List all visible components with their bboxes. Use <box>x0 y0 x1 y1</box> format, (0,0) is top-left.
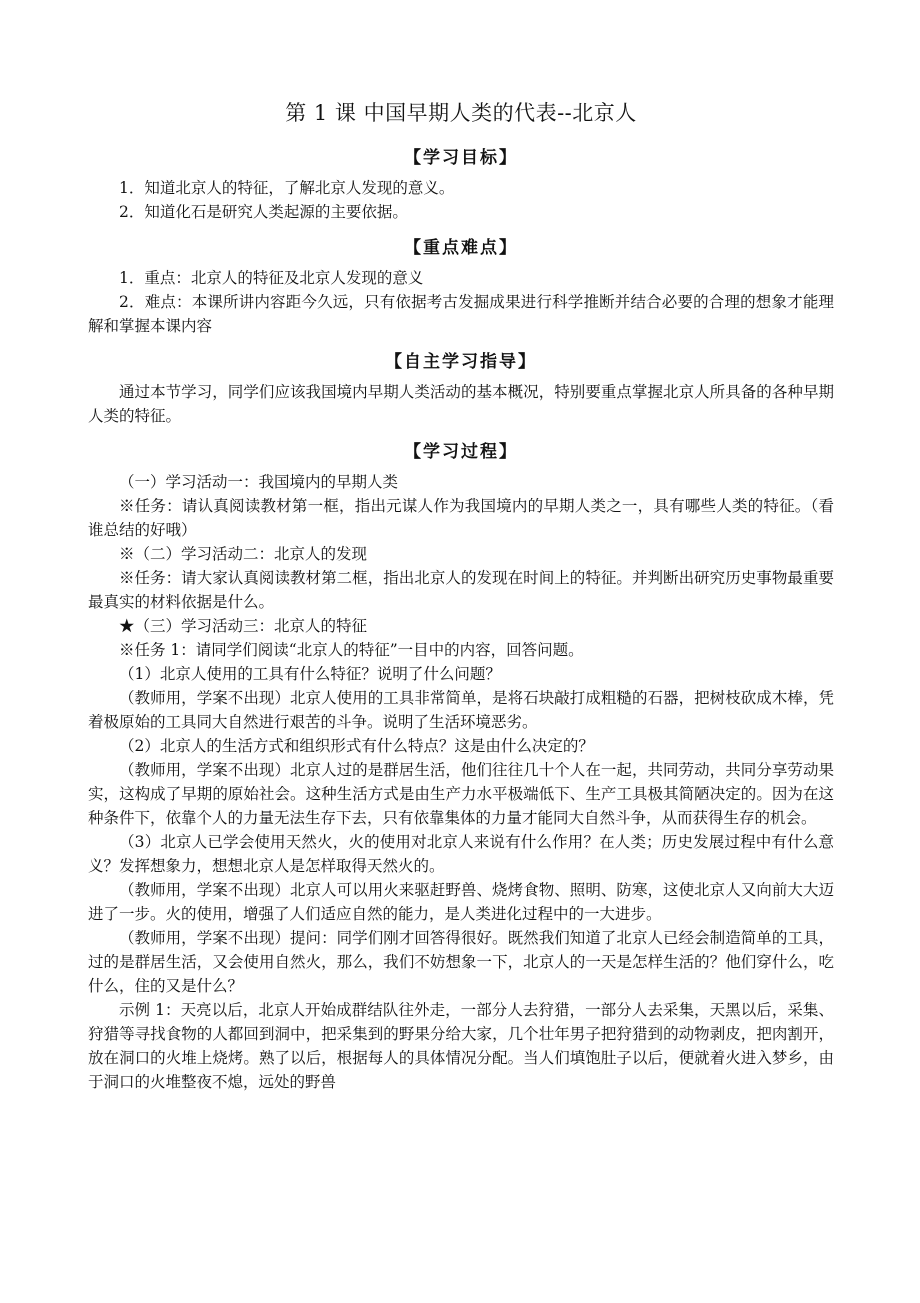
paragraph: （教师用，学案不出现）北京人可以用火来驱赶野兽、烧烤食物、照明、防寒，这使北京人又向前大大迈进了一步。火的使用，增强了人们适应自然的能力，是人类进化过程中的一大进步。 <box>88 881 834 923</box>
paragraph: 1．重点：北京人的特征及北京人发现的意义 <box>119 269 424 287</box>
paragraph: 2．难点：本课所讲内容距今久远，只有依据考古发掘成果进行科学推断并结合必要的合理的想象才能理解和掌握本课内容 <box>88 293 834 335</box>
paragraph: ※任务 1：请同学们阅读“北京人的特征”一目中的内容，回答问题。 <box>119 641 584 659</box>
paragraph: （教师用，学案不出现）北京人过的是群居生活，他们往往几十个人在一起，共同劳动，共同分享劳动果实，这构成了早期的原始社会。这种生活方式是由生产力水平极端低下、生产工具极其简陋决定的。因为在这种条件下，依靠个人的力量无法生存下去，只有依靠集体的力量才能同大自然斗争，从而获得生存的机会。 <box>88 761 834 827</box>
paragraph: （教师用，学案不出现）北京人使用的工具非常简单，是将石块敲打成粗糙的石器，把树枝砍成木棒，凭着极原始的工具同大自然进行艰苦的斗争。说明了生活环境恶劣。 <box>88 689 834 731</box>
section-heading-goals: 【学习目标】 <box>404 148 518 168</box>
lesson-title: 第 1 课 中国早期人类的代表--北京人 <box>285 101 637 125</box>
paragraph: 1．知道北京人的特征，了解北京人发现的意义。 <box>119 179 455 197</box>
paragraph: ※任务：请大家认真阅读教材第二框，指出北京人的发现在时间上的特征。并判断出研究历史事物最重要最真实的材料依据是什么。 <box>88 569 834 611</box>
paragraph: ※（二）学习活动二：北京人的发现 <box>119 545 368 563</box>
paragraph: （1）北京人使用的工具有什么特征？说明了什么问题？ <box>119 665 501 683</box>
section-heading-key-points: 【重点难点】 <box>404 238 518 258</box>
section-heading-process: 【学习过程】 <box>404 442 518 462</box>
paragraph: 通过本节学习，同学们应该我国境内早期人类活动的基本概况，特别要重点掌握北京人所具备的各种早期人类的特征。 <box>88 383 834 425</box>
paragraph: （教师用，学案不出现）提问：同学们刚才回答得很好。既然我们知道了北京人已经会制造简单的工具，过的是群居生活，又会使用自然火，那么，我们不妨想象一下，北京人的一天是怎样生活的？他们穿什么，吃什么，住的又是什么？ <box>88 929 834 995</box>
paragraph: （2）北京人的生活方式和组织形式有什么特点？这是由什么决定的？ <box>119 737 594 755</box>
paragraph: 示例 1：天亮以后，北京人开始成群结队往外走，一部分人去狩猎，一部分人去采集，天黑以后，采集、狩猎等寻找食物的人都回到洞中，把采集到的野果分给大家，几个壮年男子把狩猎到的动物剥皮，把肉割开，放在洞口的火堆上烧烤。熟了以后，根据每人的具体情况分配。当人们填饱肚子以后，便就着火进入梦乡，由于洞口的火堆整夜不熄，远处的野兽 <box>88 1001 834 1091</box>
paragraph: （一）学习活动一：我国境内的早期人类 <box>119 473 399 491</box>
paragraph: （3）北京人已学会使用天然火，火的使用对北京人来说有什么作用？在人类；历史发展过程中有什么意义？发挥想象力，想想北京人是怎样取得天然火的。 <box>88 833 834 875</box>
paragraph: ※任务：请认真阅读教材第一框，指出元谋人作为我国境内的早期人类之一，具有哪些人类的特征。（看谁总结的好哦） <box>88 497 834 539</box>
paragraph: ★（三）学习活动三：北京人的特征 <box>119 617 368 635</box>
section-heading-guide: 【自主学习指导】 <box>385 352 537 372</box>
paragraph: 2．知道化石是研究人类起源的主要依据。 <box>119 203 408 221</box>
